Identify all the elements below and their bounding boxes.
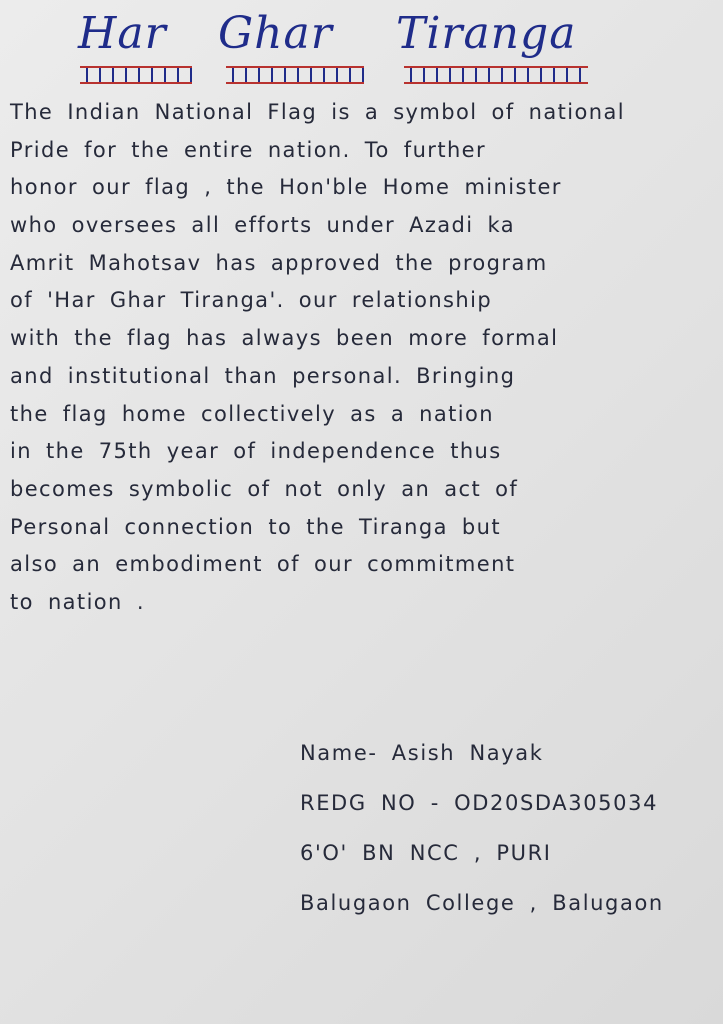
- essay-line: of 'Har Ghar Tiranga'. our relationship: [10, 288, 493, 313]
- essay-line: the flag home collectively as a nation: [10, 401, 494, 426]
- title-word-ghar: Ghar: [218, 8, 333, 59]
- essay-line: to nation .: [10, 589, 145, 614]
- essay-line: honor our flag , the Hon'ble Home minister: [10, 175, 562, 200]
- title-underline-decoration: [404, 66, 588, 84]
- essay-line: and institutional than personal. Bringing: [10, 363, 516, 388]
- essay-line: becomes symbolic of not only an act of: [10, 476, 519, 501]
- signature-block: [300, 728, 700, 928]
- title-underline-decoration: [226, 66, 364, 84]
- essay-line: Personal connection to the Tiranga but: [10, 514, 501, 539]
- page-title: [78, 6, 598, 86]
- essay-line: Amrit Mahotsav has approved the program: [10, 250, 548, 275]
- title-word-tiranga: Tiranga: [396, 8, 577, 59]
- essay-line: with the flag has always been more formal: [10, 326, 559, 351]
- title-underline-decoration: [80, 66, 192, 84]
- essay-line: Pride for the entire nation. To further: [10, 137, 487, 162]
- author-name: Name- Asish Nayak: [300, 741, 544, 765]
- essay-line: also an embodiment of our commitment: [10, 552, 516, 577]
- essay-line: in the 75th year of independence thus: [10, 439, 502, 464]
- essay-line: who oversees all efforts under Azadi ka: [10, 213, 516, 238]
- essay-body: [10, 94, 710, 622]
- college-name: Balugaon College , Balugaon: [300, 891, 664, 915]
- ncc-unit: 6'O' BN NCC , PURI: [300, 841, 552, 865]
- registration-number: REDG NO - OD20SDA305034: [300, 791, 659, 815]
- title-word-har: Har: [78, 8, 167, 59]
- essay-line: The Indian National Flag is a symbol of national: [10, 100, 625, 124]
